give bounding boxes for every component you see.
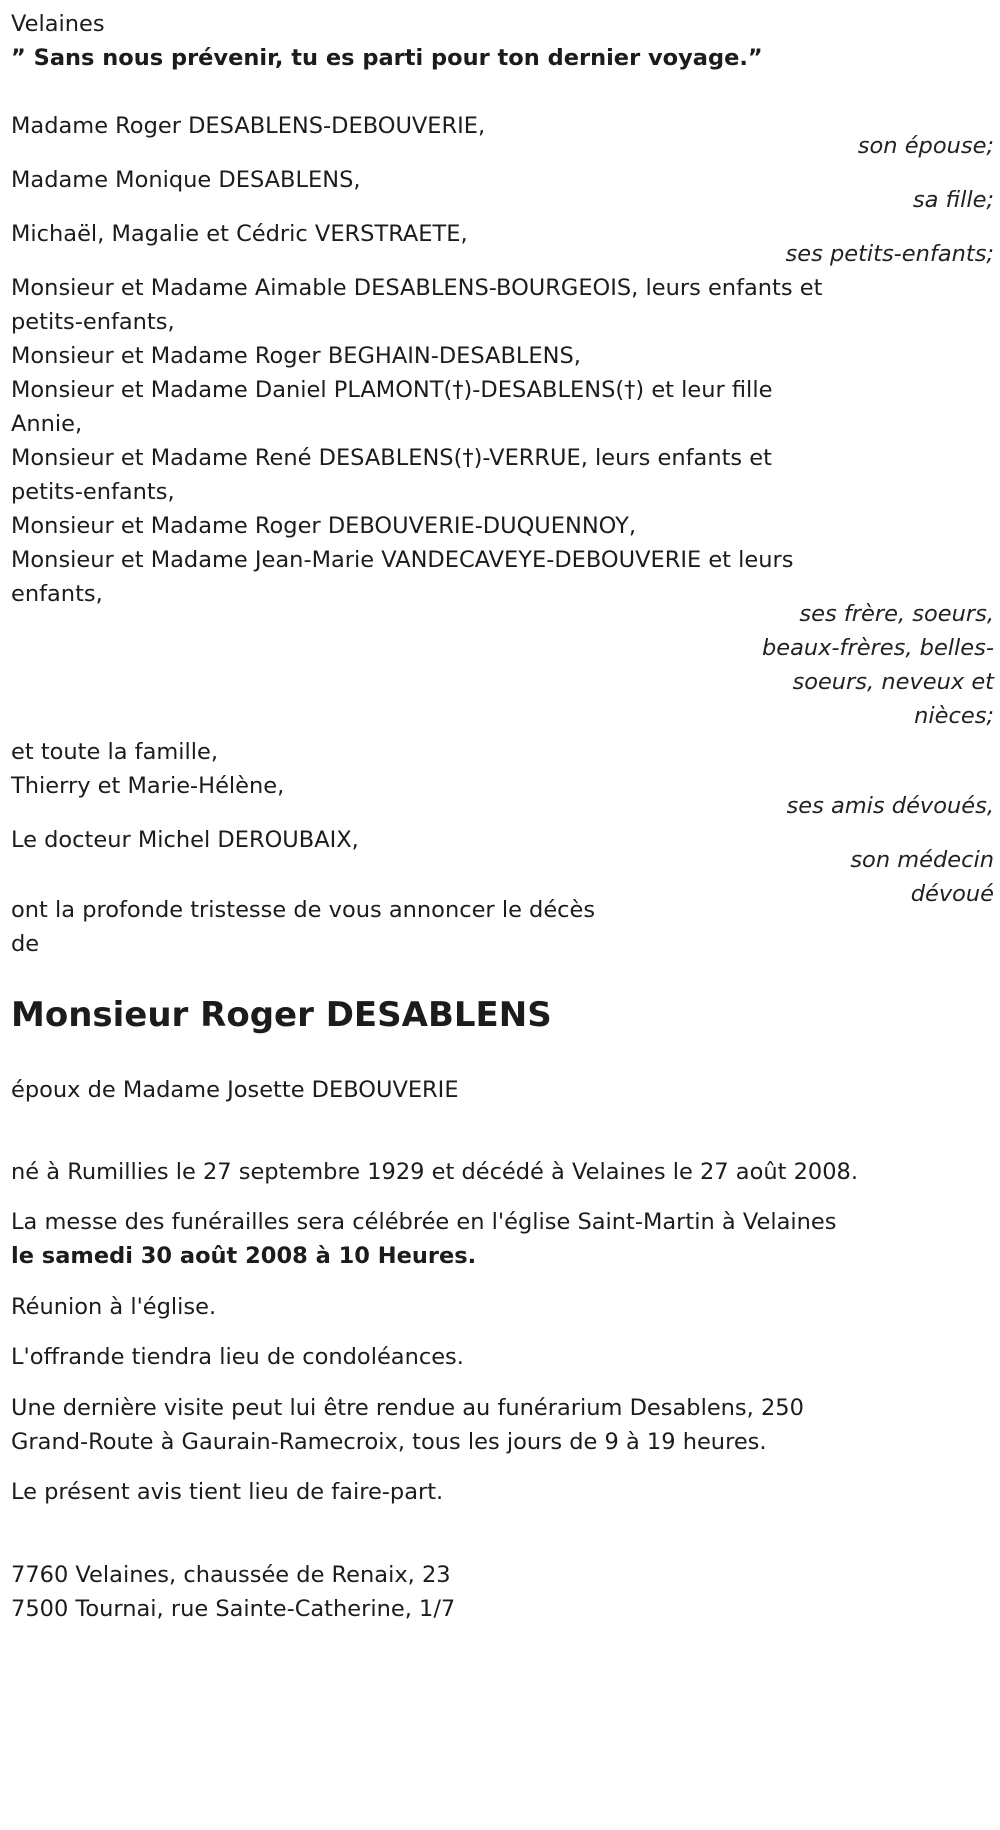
friends-names: Thierry et Marie-Hélène, <box>11 773 285 799</box>
birth-death: né à Rumillies le 27 septembre 1929 et décédé à Velaines le 27 août 2008. <box>11 1159 858 1185</box>
sibling-line: Monsieur et Madame Jean-Marie VANDECAVEYE-DEBOUVERIE et leurs <box>11 547 794 573</box>
family-all: et toute la famille, <box>11 739 219 765</box>
deceased-spouse: époux de Madame Josette DEBOUVERIE <box>11 1077 459 1103</box>
notice: Le présent avis tient lieu de faire-part. <box>11 1479 444 1505</box>
announcement-line: ont la profonde tristesse de vous annoncer le décès <box>11 897 596 923</box>
sibling-line: Monsieur et Madame Roger DEBOUVERIE-DUQUENNOY, <box>11 513 637 539</box>
sibling-line: petits-enfants, <box>11 309 175 335</box>
mass-date: le samedi 30 août 2008 à 10 Heures. <box>11 1243 477 1269</box>
sibling-line: petits-enfants, <box>11 479 175 505</box>
friends-relation: ses amis dévoués, <box>786 793 994 819</box>
siblings-relation-line: nièces; <box>914 703 994 729</box>
sibling-line: Monsieur et Madame René DESABLENS(†)-VERRUE, leurs enfants et <box>11 445 772 471</box>
offering: L'offrande tiendra lieu de condoléances. <box>11 1344 464 1370</box>
visit-line: Grand-Route à Gaurain-Ramecroix, tous les jours de 9 à 19 heures. <box>11 1429 767 1455</box>
address-line: 7760 Velaines, chaussée de Renaix, 23 <box>11 1562 451 1588</box>
sibling-line: Monsieur et Madame Roger BEGHAIN-DESABLENS, <box>11 343 581 369</box>
sibling-line: Monsieur et Madame Daniel PLAMONT(†)-DESABLENS(†) et leur fille <box>11 377 773 403</box>
siblings-relation-line: soeurs, neveux et <box>792 669 994 695</box>
daughter-relation: sa fille; <box>912 187 994 213</box>
quote: ” Sans nous prévenir, tu es parti pour ton dernier voyage.” <box>11 45 763 71</box>
doctor-relation-line: dévoué <box>910 881 994 907</box>
sibling-line: enfants, <box>11 581 103 607</box>
meeting: Réunion à l'église. <box>11 1294 217 1320</box>
doctor-name: Le docteur Michel DEROUBAIX, <box>11 827 359 853</box>
deceased-name: Monsieur Roger DESABLENS <box>11 995 552 1035</box>
mass-text: La messe des funérailles sera célébrée en l'église Saint-Martin à Velaines <box>11 1209 837 1235</box>
address-line: 7500 Tournai, rue Sainte-Catherine, 1/7 <box>11 1596 456 1622</box>
grandchildren-relation: ses petits-enfants; <box>785 241 994 267</box>
spouse-name: Madame Roger DESABLENS-DEBOUVERIE, <box>11 113 486 139</box>
visit-line: Une dernière visite peut lui être rendue au funérarium Desablens, 250 <box>11 1395 804 1421</box>
doctor-relation-line: son médecin <box>850 847 994 873</box>
siblings-relation-line: beaux-frères, belles- <box>761 635 994 661</box>
grandchildren-names: Michaël, Magalie et Cédric VERSTRAETE, <box>11 221 468 247</box>
sibling-line: Monsieur et Madame Aimable DESABLENS-BOURGEOIS, leurs enfants et <box>11 275 823 301</box>
sibling-line: Annie, <box>11 411 83 437</box>
siblings-relation-line: ses frère, soeurs, <box>799 601 994 627</box>
spouse-relation: son épouse; <box>857 133 994 159</box>
place-heading: Velaines <box>11 11 105 37</box>
daughter-name: Madame Monique DESABLENS, <box>11 167 361 193</box>
announcement-line: de <box>11 931 40 957</box>
